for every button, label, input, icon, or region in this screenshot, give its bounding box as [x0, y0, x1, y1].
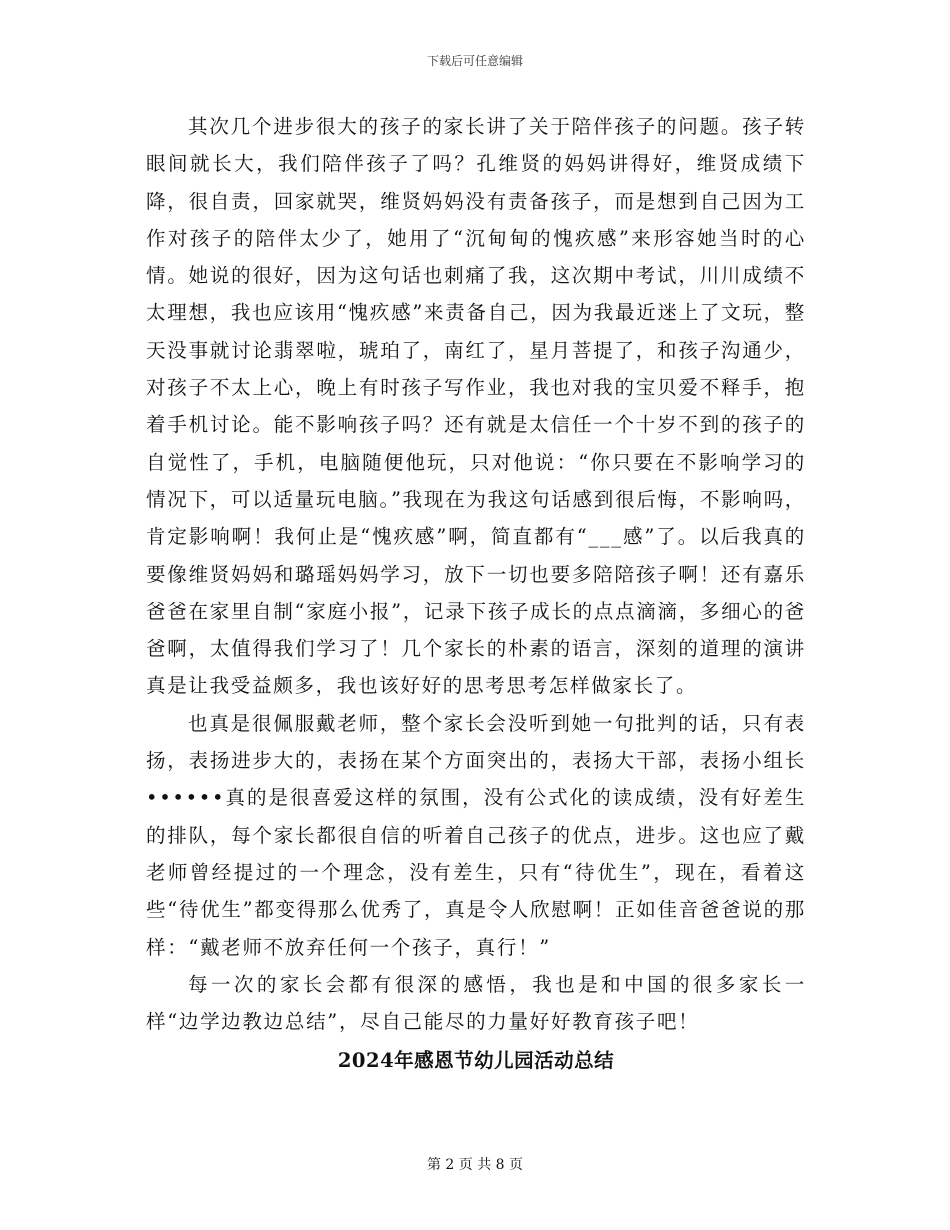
page-header: 下载后可任意编辑 [426, 54, 523, 68]
page-footer: 第 2 页 共 8 页 [426, 1157, 524, 1173]
paragraph-teacher-praise: 也真是很佩服戴老师，整个家长会没听到她一句批判的话，只有表扬，表扬进步大的，表扬在某个方面突出的，表扬大干部，表扬小组长••••••真的是很喜爱这样的氛围，没有公式化的读成绩，没有好差生的排队，每个家长都很自信的听着自己孩子的优点，进步。这也应了戴老师曾经提过的一个理念，没有差生，只有“待优生”，现在，看着这些“待优生”都变得那么优秀了，真是令人欣慰啊！正如佳音爸爸说的那样：“戴老师不放弃任何一个孩子，真行！” [146, 711, 806, 959]
section-title: 2024年感恩节幼儿园活动总结 [337, 1049, 615, 1073]
paragraph-parent-meeting-reflection: 其次几个进步很大的孩子的家长讲了关于陪伴孩子的问题。孩子转眼间就长大，我们陪伴孩子了吗？孔维贤的妈妈讲得好，维贤成绩下降，很自责，回家就哭，维贤妈妈没有责备孩子，而是想到自己因为工作对孩子的陪伴太少了，她用了“沉甸甸的愧疚感”来形容她当时的心情。她说的很好，因为这句话也刺痛了我，这次期中考试，川川成绩不太理想，我也应该用“愧疚感”来责备自己，因为我最近迷上了文玩，整天没事就讨论翡翠啦，琥珀了，南红了，星月菩提了，和孩子沟通少，对孩子不太上心，晚上有时孩子写作业，我也对我的宝贝爱不释手，抱着手机讨论。能不影响孩子吗？还有就是太信任一个十岁不到的孩子的自觉性了，手机，电脑随便他玩，只对他说：“你只要在不影响学习的情况下，可以适量玩电脑。”我现在为我这句话感到很后悔，不影响吗，肯定影响啊！我何止是“愧疚感”啊，简直都有“___感”了。以后我真的要像维贤妈妈和璐瑶妈妈学习，放下一切也要多陪陪孩子啊！还有嘉乐爸爸在家里自制“家庭小报”，记录下孩子成长的点点滴滴，多细心的爸爸啊，太值得我们学习了！几个家长的朴素的语言，深刻的道理的演讲真是让我受益颇多，我也该好好的思考思考怎样做家长了。 [146, 115, 806, 698]
paragraph-closing-thought: 每一次的家长会都有很深的感悟，我也是和中国的很多家长一样“边学边教边总结”，尽自己能尽的力量好好教育孩子吧！ [146, 972, 806, 1034]
document-body [146, 108, 806, 1079]
